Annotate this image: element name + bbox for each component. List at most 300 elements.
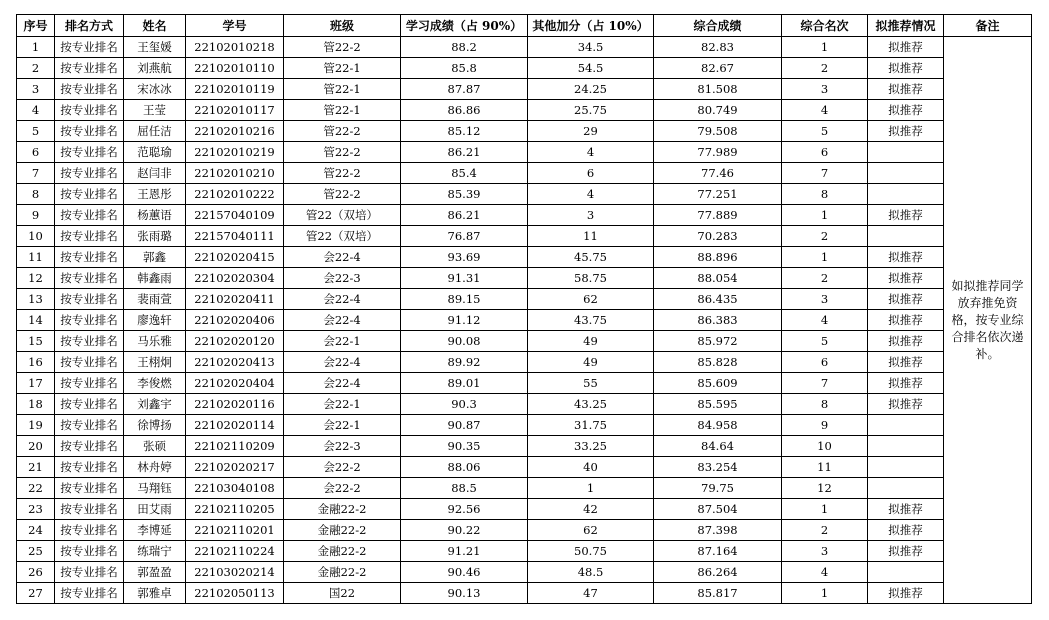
cell-total-score: 77.889 [654, 205, 782, 226]
cell-rank-method: 按专业排名 [55, 457, 124, 478]
cell-rank-method: 按专业排名 [55, 436, 124, 457]
cell-class: 管22-2 [284, 121, 401, 142]
cell-total-score: 79.508 [654, 121, 782, 142]
table-row [17, 268, 1032, 289]
cell-bonus: 49 [528, 331, 654, 352]
cell-recommend [868, 415, 944, 436]
cell-class: 会22-4 [284, 373, 401, 394]
cell-student-id: 22102010210 [186, 163, 284, 184]
cell-recommend [868, 184, 944, 205]
cell-rank-method: 按专业排名 [55, 394, 124, 415]
ranking-table-wrapper [16, 14, 1032, 604]
cell-rank-method: 按专业排名 [55, 541, 124, 562]
cell-index: 9 [17, 205, 55, 226]
cell-name: 李俊燃 [124, 373, 186, 394]
cell-total-score: 86.264 [654, 562, 782, 583]
cell-name: 马翔钰 [124, 478, 186, 499]
cell-rank-method: 按专业排名 [55, 583, 124, 604]
table-row [17, 205, 1032, 226]
cell-study-score: 90.87 [401, 415, 528, 436]
cell-name: 王玺媛 [124, 37, 186, 58]
cell-recommend: 拟推荐 [868, 583, 944, 604]
cell-class: 管22-2 [284, 184, 401, 205]
cell-study-score: 89.01 [401, 373, 528, 394]
cell-bonus: 40 [528, 457, 654, 478]
cell-rank-method: 按专业排名 [55, 121, 124, 142]
cell-bonus: 55 [528, 373, 654, 394]
cell-bonus: 3 [528, 205, 654, 226]
cell-total-rank: 2 [782, 58, 868, 79]
cell-name: 范聪瑜 [124, 142, 186, 163]
cell-total-score: 85.595 [654, 394, 782, 415]
cell-class: 管22-1 [284, 100, 401, 121]
cell-total-score: 88.896 [654, 247, 782, 268]
cell-bonus: 24.25 [528, 79, 654, 100]
header-recommend: 拟推荐情况 [868, 15, 944, 37]
cell-study-score: 90.3 [401, 394, 528, 415]
cell-name: 练瑞宁 [124, 541, 186, 562]
table-row [17, 562, 1032, 583]
cell-class: 会22-1 [284, 394, 401, 415]
cell-bonus: 48.5 [528, 562, 654, 583]
cell-total-rank: 1 [782, 205, 868, 226]
cell-name: 徐博扬 [124, 415, 186, 436]
cell-rank-method: 按专业排名 [55, 226, 124, 247]
cell-name: 屈任洁 [124, 121, 186, 142]
cell-name: 张硕 [124, 436, 186, 457]
cell-recommend: 拟推荐 [868, 352, 944, 373]
table-row [17, 394, 1032, 415]
cell-class: 会22-3 [284, 268, 401, 289]
cell-student-id: 22102020415 [186, 247, 284, 268]
cell-total-score: 84.64 [654, 436, 782, 457]
cell-total-rank: 4 [782, 562, 868, 583]
table-row [17, 331, 1032, 352]
cell-student-id: 22102010110 [186, 58, 284, 79]
cell-study-score: 90.35 [401, 436, 528, 457]
cell-bonus: 4 [528, 142, 654, 163]
cell-name: 廖逸轩 [124, 310, 186, 331]
table-row [17, 100, 1032, 121]
cell-total-score: 77.251 [654, 184, 782, 205]
cell-rank-method: 按专业排名 [55, 205, 124, 226]
cell-class: 会22-4 [284, 289, 401, 310]
cell-bonus: 62 [528, 520, 654, 541]
table-row [17, 436, 1032, 457]
cell-student-id: 22102110224 [186, 541, 284, 562]
cell-recommend: 拟推荐 [868, 499, 944, 520]
cell-class: 管22（双培） [284, 205, 401, 226]
cell-total-rank: 8 [782, 394, 868, 415]
cell-index: 20 [17, 436, 55, 457]
cell-student-id: 22102010222 [186, 184, 284, 205]
header-bonus: 其他加分（占 10%） [528, 15, 654, 37]
cell-student-id: 22102110205 [186, 499, 284, 520]
cell-index: 11 [17, 247, 55, 268]
cell-class: 管22-2 [284, 37, 401, 58]
cell-bonus: 33.25 [528, 436, 654, 457]
cell-rank-method: 按专业排名 [55, 289, 124, 310]
cell-index: 5 [17, 121, 55, 142]
cell-index: 3 [17, 79, 55, 100]
cell-total-rank: 9 [782, 415, 868, 436]
cell-recommend: 拟推荐 [868, 268, 944, 289]
cell-rank-method: 按专业排名 [55, 310, 124, 331]
cell-student-id: 22102050113 [186, 583, 284, 604]
cell-bonus: 47 [528, 583, 654, 604]
cell-total-rank: 5 [782, 331, 868, 352]
cell-student-id: 22102020114 [186, 415, 284, 436]
cell-name: 林舟婷 [124, 457, 186, 478]
cell-study-score: 85.8 [401, 58, 528, 79]
cell-name: 王恩彤 [124, 184, 186, 205]
cell-index: 25 [17, 541, 55, 562]
cell-bonus: 43.25 [528, 394, 654, 415]
cell-index: 24 [17, 520, 55, 541]
cell-class: 金融22-2 [284, 541, 401, 562]
table-row [17, 226, 1032, 247]
table-row [17, 457, 1032, 478]
cell-total-score: 85.609 [654, 373, 782, 394]
cell-recommend: 拟推荐 [868, 121, 944, 142]
cell-total-rank: 1 [782, 247, 868, 268]
table-row [17, 352, 1032, 373]
cell-total-score: 70.283 [654, 226, 782, 247]
cell-total-rank: 2 [782, 268, 868, 289]
header-index: 序号 [17, 15, 55, 37]
cell-bonus: 43.75 [528, 310, 654, 331]
cell-total-rank: 3 [782, 79, 868, 100]
cell-rank-method: 按专业排名 [55, 184, 124, 205]
cell-index: 16 [17, 352, 55, 373]
cell-rank-method: 按专业排名 [55, 247, 124, 268]
cell-student-id: 22157040111 [186, 226, 284, 247]
cell-study-score: 90.22 [401, 520, 528, 541]
cell-bonus: 42 [528, 499, 654, 520]
cell-study-score: 92.56 [401, 499, 528, 520]
cell-total-score: 80.749 [654, 100, 782, 121]
cell-recommend: 拟推荐 [868, 520, 944, 541]
cell-rank-method: 按专业排名 [55, 79, 124, 100]
cell-total-score: 84.958 [654, 415, 782, 436]
cell-recommend: 拟推荐 [868, 331, 944, 352]
cell-index: 7 [17, 163, 55, 184]
cell-index: 15 [17, 331, 55, 352]
cell-student-id: 22102110201 [186, 520, 284, 541]
cell-bonus: 49 [528, 352, 654, 373]
cell-rank-method: 按专业排名 [55, 352, 124, 373]
cell-name: 赵闫非 [124, 163, 186, 184]
cell-index: 2 [17, 58, 55, 79]
cell-recommend [868, 562, 944, 583]
cell-total-rank: 1 [782, 499, 868, 520]
cell-index: 17 [17, 373, 55, 394]
cell-total-score: 79.75 [654, 478, 782, 499]
cell-study-score: 90.13 [401, 583, 528, 604]
cell-name: 宋冰冰 [124, 79, 186, 100]
cell-bonus: 4 [528, 184, 654, 205]
cell-index: 22 [17, 478, 55, 499]
cell-study-score: 85.12 [401, 121, 528, 142]
cell-student-id: 22157040109 [186, 205, 284, 226]
cell-rank-method: 按专业排名 [55, 268, 124, 289]
header-student-id: 学号 [186, 15, 284, 37]
cell-study-score: 90.08 [401, 331, 528, 352]
cell-index: 1 [17, 37, 55, 58]
table-row [17, 583, 1032, 604]
cell-total-score: 85.972 [654, 331, 782, 352]
cell-name: 韩鑫雨 [124, 268, 186, 289]
cell-class: 会22-1 [284, 331, 401, 352]
cell-recommend [868, 457, 944, 478]
cell-class: 会22-4 [284, 352, 401, 373]
cell-rank-method: 按专业排名 [55, 142, 124, 163]
cell-total-rank: 6 [782, 142, 868, 163]
cell-class: 金融22-2 [284, 499, 401, 520]
cell-bonus: 34.5 [528, 37, 654, 58]
table-row [17, 499, 1032, 520]
cell-total-rank: 2 [782, 226, 868, 247]
table-row [17, 541, 1032, 562]
cell-class: 金融22-2 [284, 562, 401, 583]
cell-study-score: 93.69 [401, 247, 528, 268]
header-rank-method: 排名方式 [55, 15, 124, 37]
cell-rank-method: 按专业排名 [55, 100, 124, 121]
cell-index: 8 [17, 184, 55, 205]
cell-name: 田艾雨 [124, 499, 186, 520]
remark-note: 如拟推荐同学放弃推免资格，按专业综合排名依次递补。 [944, 37, 1032, 604]
table-row [17, 373, 1032, 394]
cell-index: 6 [17, 142, 55, 163]
header-remark: 备注 [944, 15, 1032, 37]
cell-recommend: 拟推荐 [868, 79, 944, 100]
cell-rank-method: 按专业排名 [55, 478, 124, 499]
cell-bonus: 25.75 [528, 100, 654, 121]
cell-bonus: 31.75 [528, 415, 654, 436]
cell-total-score: 77.46 [654, 163, 782, 184]
cell-name: 郭鑫 [124, 247, 186, 268]
cell-bonus: 62 [528, 289, 654, 310]
cell-class: 管22-1 [284, 79, 401, 100]
cell-study-score: 88.2 [401, 37, 528, 58]
cell-total-rank: 7 [782, 373, 868, 394]
cell-class: 国22 [284, 583, 401, 604]
cell-total-score: 81.508 [654, 79, 782, 100]
cell-bonus: 50.75 [528, 541, 654, 562]
table-row [17, 310, 1032, 331]
cell-recommend [868, 142, 944, 163]
cell-total-score: 77.989 [654, 142, 782, 163]
cell-student-id: 22102010117 [186, 100, 284, 121]
cell-total-rank: 1 [782, 583, 868, 604]
cell-total-rank: 1 [782, 37, 868, 58]
cell-total-score: 82.67 [654, 58, 782, 79]
cell-index: 14 [17, 310, 55, 331]
cell-index: 18 [17, 394, 55, 415]
cell-recommend: 拟推荐 [868, 310, 944, 331]
cell-recommend [868, 436, 944, 457]
cell-student-id: 22102020411 [186, 289, 284, 310]
table-row [17, 37, 1032, 58]
cell-index: 21 [17, 457, 55, 478]
cell-student-id: 22102110209 [186, 436, 284, 457]
cell-student-id: 22103040108 [186, 478, 284, 499]
cell-student-id: 22102020406 [186, 310, 284, 331]
cell-total-rank: 10 [782, 436, 868, 457]
cell-name: 王莹 [124, 100, 186, 121]
cell-total-rank: 2 [782, 520, 868, 541]
cell-total-score: 83.254 [654, 457, 782, 478]
cell-index: 10 [17, 226, 55, 247]
cell-study-score: 89.92 [401, 352, 528, 373]
cell-name: 马乐雅 [124, 331, 186, 352]
cell-recommend: 拟推荐 [868, 247, 944, 268]
cell-student-id: 22102020404 [186, 373, 284, 394]
cell-total-rank: 5 [782, 121, 868, 142]
cell-total-score: 87.398 [654, 520, 782, 541]
cell-class: 会22-4 [284, 247, 401, 268]
cell-total-score: 82.83 [654, 37, 782, 58]
cell-study-score: 85.4 [401, 163, 528, 184]
cell-total-rank: 6 [782, 352, 868, 373]
cell-total-rank: 8 [782, 184, 868, 205]
cell-total-score: 87.164 [654, 541, 782, 562]
header-study-score: 学习成绩（占 90%） [401, 15, 528, 37]
table-row [17, 415, 1032, 436]
cell-student-id: 22102020116 [186, 394, 284, 415]
cell-total-score: 87.504 [654, 499, 782, 520]
cell-student-id: 22102010218 [186, 37, 284, 58]
cell-student-id: 22102020120 [186, 331, 284, 352]
cell-total-score: 86.383 [654, 310, 782, 331]
table-row [17, 58, 1032, 79]
cell-bonus: 58.75 [528, 268, 654, 289]
cell-total-rank: 7 [782, 163, 868, 184]
cell-index: 12 [17, 268, 55, 289]
cell-index: 23 [17, 499, 55, 520]
cell-recommend: 拟推荐 [868, 373, 944, 394]
cell-recommend: 拟推荐 [868, 37, 944, 58]
cell-recommend: 拟推荐 [868, 394, 944, 415]
table-row [17, 184, 1032, 205]
cell-total-rank: 11 [782, 457, 868, 478]
cell-name: 李博延 [124, 520, 186, 541]
cell-name: 刘鑫宇 [124, 394, 186, 415]
cell-study-score: 86.21 [401, 142, 528, 163]
header-total-score: 综合成绩 [654, 15, 782, 37]
cell-name: 杨蕙语 [124, 205, 186, 226]
header-row [17, 15, 1032, 37]
cell-class: 会22-1 [284, 415, 401, 436]
cell-rank-method: 按专业排名 [55, 163, 124, 184]
cell-student-id: 22102010216 [186, 121, 284, 142]
cell-class: 管22-2 [284, 163, 401, 184]
cell-class: 管22（双培） [284, 226, 401, 247]
cell-total-rank: 4 [782, 100, 868, 121]
cell-rank-method: 按专业排名 [55, 58, 124, 79]
cell-index: 19 [17, 415, 55, 436]
cell-study-score: 86.86 [401, 100, 528, 121]
cell-study-score: 91.12 [401, 310, 528, 331]
cell-recommend: 拟推荐 [868, 541, 944, 562]
cell-student-id: 22102010119 [186, 79, 284, 100]
cell-rank-method: 按专业排名 [55, 373, 124, 394]
cell-student-id: 22102020413 [186, 352, 284, 373]
cell-recommend [868, 226, 944, 247]
cell-index: 4 [17, 100, 55, 121]
cell-study-score: 85.39 [401, 184, 528, 205]
cell-recommend [868, 163, 944, 184]
table-row [17, 79, 1032, 100]
cell-class: 金融22-2 [284, 520, 401, 541]
table-row [17, 289, 1032, 310]
table-row [17, 121, 1032, 142]
header-total-rank: 综合名次 [782, 15, 868, 37]
cell-class: 会22-2 [284, 478, 401, 499]
cell-recommend: 拟推荐 [868, 205, 944, 226]
header-class: 班级 [284, 15, 401, 37]
cell-recommend [868, 478, 944, 499]
cell-total-score: 86.435 [654, 289, 782, 310]
cell-rank-method: 按专业排名 [55, 499, 124, 520]
cell-study-score: 89.15 [401, 289, 528, 310]
cell-study-score: 91.31 [401, 268, 528, 289]
cell-student-id: 22102010219 [186, 142, 284, 163]
cell-total-rank: 12 [782, 478, 868, 499]
cell-study-score: 88.5 [401, 478, 528, 499]
cell-bonus: 45.75 [528, 247, 654, 268]
cell-total-rank: 4 [782, 310, 868, 331]
cell-rank-method: 按专业排名 [55, 415, 124, 436]
cell-total-rank: 3 [782, 289, 868, 310]
cell-recommend: 拟推荐 [868, 289, 944, 310]
cell-name: 郭盈盈 [124, 562, 186, 583]
cell-study-score: 76.87 [401, 226, 528, 247]
cell-name: 郭雅卓 [124, 583, 186, 604]
cell-rank-method: 按专业排名 [55, 37, 124, 58]
cell-student-id: 22102020304 [186, 268, 284, 289]
cell-class: 会22-4 [284, 310, 401, 331]
cell-bonus: 11 [528, 226, 654, 247]
cell-study-score: 86.21 [401, 205, 528, 226]
cell-bonus: 6 [528, 163, 654, 184]
cell-name: 张雨璐 [124, 226, 186, 247]
cell-rank-method: 按专业排名 [55, 331, 124, 352]
table-row [17, 247, 1032, 268]
cell-study-score: 90.46 [401, 562, 528, 583]
cell-study-score: 87.87 [401, 79, 528, 100]
cell-name: 王栩炯 [124, 352, 186, 373]
cell-class: 会22-3 [284, 436, 401, 457]
header-name: 姓名 [124, 15, 186, 37]
cell-index: 26 [17, 562, 55, 583]
cell-index: 27 [17, 583, 55, 604]
cell-total-score: 85.817 [654, 583, 782, 604]
cell-rank-method: 按专业排名 [55, 520, 124, 541]
cell-class: 管22-2 [284, 142, 401, 163]
cell-bonus: 29 [528, 121, 654, 142]
cell-study-score: 91.21 [401, 541, 528, 562]
cell-student-id: 22103020214 [186, 562, 284, 583]
cell-bonus: 54.5 [528, 58, 654, 79]
cell-study-score: 88.06 [401, 457, 528, 478]
cell-class: 管22-1 [284, 58, 401, 79]
table-body [17, 37, 1032, 604]
table-row [17, 163, 1032, 184]
cell-total-rank: 3 [782, 541, 868, 562]
table-row [17, 520, 1032, 541]
table-row [17, 478, 1032, 499]
